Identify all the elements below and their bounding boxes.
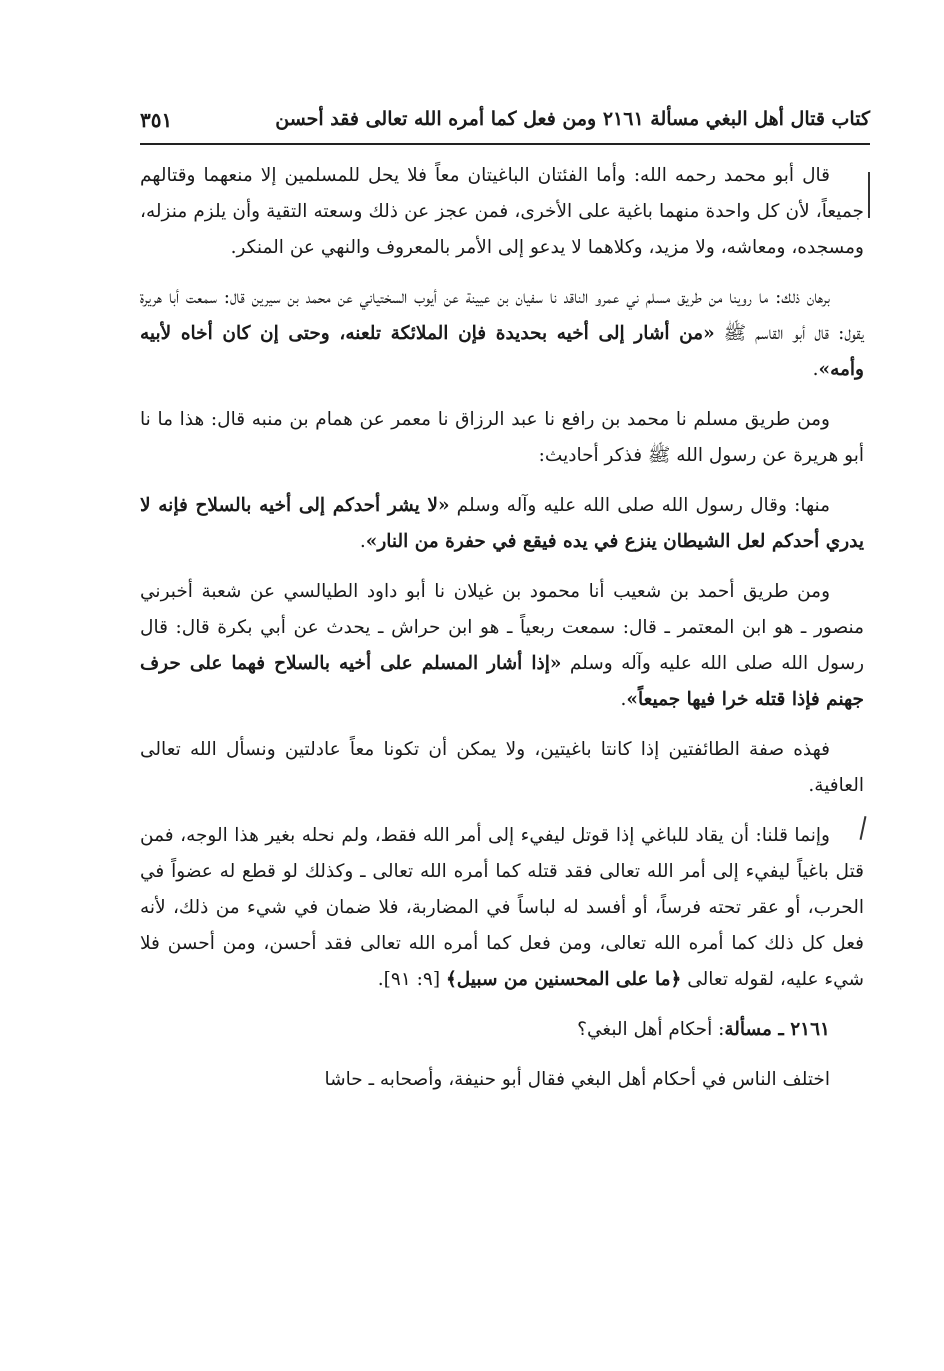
paragraph (140, 732, 864, 804)
page-number: ٣٥١ (140, 108, 173, 132)
bold-text-run: ٢١٦١ ـ مسألة (724, 1019, 830, 1040)
text-run: قال أبو محمد رحمه الله: وأما الفئتان الباغيتان معاً فلا يحل للمسلمين إلا منعهما وقتالهم جميعاً، لأن كل واحدة منهما باغية على الأخرى، فمن عجز عن ذلك وسعته التقية وأن يلزم منزله، ومسجده، ومعاشه، ولا مزيد، وكلاهما لا يدعو إلى الأمر بالمعروف والنهي عن المنكر. (140, 165, 864, 258)
running-header (140, 104, 870, 140)
text-run: منها: وقال رسول الله صلى الله عليه وآله وسلم (449, 495, 830, 516)
paragraph (140, 488, 864, 560)
text-run: ومن طريق أحمد بن شعيب أنا محمود بن غيلان نا أبو داود الطيالسي عن شعبة أخبرني منصور ـ هو ابن المعتمر ـ قال: سمعت ربعياً ـ هو ابن حراش ـ يحدث عن أبي بكرة قال: قال رسول الله صلى الله عليه وآله وسلم (140, 581, 864, 674)
text-run: برهان ذلك: ما روينا من طريق مسلم ني عمرو الناقد نا سفيان بن عيينة عن أيوب السختياني عن محمد بن سيرين قال: سمعت أبا هريرة يقول: قال أبو القاسم ﷺ (140, 287, 864, 344)
text-run: . (812, 359, 819, 380)
paragraph (140, 402, 864, 474)
margin-line-mark (868, 172, 870, 218)
paragraph (140, 1012, 864, 1048)
paragraph (140, 280, 864, 388)
text-run: ومن طريق مسلم نا محمد بن رافع نا عبد الرزاق نا معمر عن همام بن منبه قال: هذا ما نا أبو هريرة عن رسول الله ﷺ فذكر أحاديث: (140, 409, 864, 466)
paragraph (140, 574, 864, 718)
paragraph (140, 818, 864, 998)
header-rule (140, 143, 870, 145)
main-text (140, 158, 864, 1112)
text-run: . (359, 531, 366, 552)
text-run: : أحكام أهل البغي؟ (577, 1019, 725, 1040)
text-run: فهذه صفة الطائفتين إذا كانتا باغيتين، ولا يمكن أن تكونا معاً عادلتين ونسأل الله تعالى العافية. (140, 739, 864, 796)
text-run: . (620, 689, 627, 710)
text-run: وإنما قلنا: أن يقاد للباغي إذا قوتل ليفيء إلى أمر الله فقط، ولم نحله بغير هذا الوجه، فمن قتل باغياً ليفيء إلى أمر الله تعالى فقد قتله كما أمره الله تعالى ـ وكذلك لو قطع له عضواً في الحرب، أو عقر تحته فرساً، أو أفسد له لباساً في المضاربة، فلا ضمان في شيء من ذلك، لأنه فعل كل ذلك كما أمره الله تعالى، ومن فعل كما أمره الله تعالى فقد أحسن، ومن أحسن فلا شيء عليه، لقوله تعالى (140, 825, 864, 990)
header-title: كتاب قتال أهل البغي مسألة ٢١٦١ ومن فعل كما أمره الله تعالى فقد أحسن (275, 108, 870, 130)
text-run: [٩: ٩١]. (377, 969, 446, 990)
bold-text-run: ﴿ما على المحسنين من سبيل﴾ (445, 969, 682, 990)
bold-text-run: «لا يشر أحدكم إلى أخيه بالسلاح فإنه لا يدري أحدكم لعل الشيطان ينزع في يده فيقع في حفرة من النار» (140, 495, 864, 552)
paragraph (140, 1062, 864, 1098)
paragraph (140, 158, 864, 266)
bold-text-run: «إذا أشار المسلم على أخيه بالسلاح فهما على حرف جهنم فإذا قتله خرا فيها جميعاً» (140, 653, 864, 710)
bold-text-run: «من أشار إلى أخيه بحديدة فإن الملائكة تلعنه، وحتى إن كان أخاه لأبيه وأمه» (140, 323, 864, 380)
text-run: اختلف الناس في أحكام أهل البغي فقال أبو حنيفة، وأصحابه ـ حاشا (324, 1069, 830, 1090)
